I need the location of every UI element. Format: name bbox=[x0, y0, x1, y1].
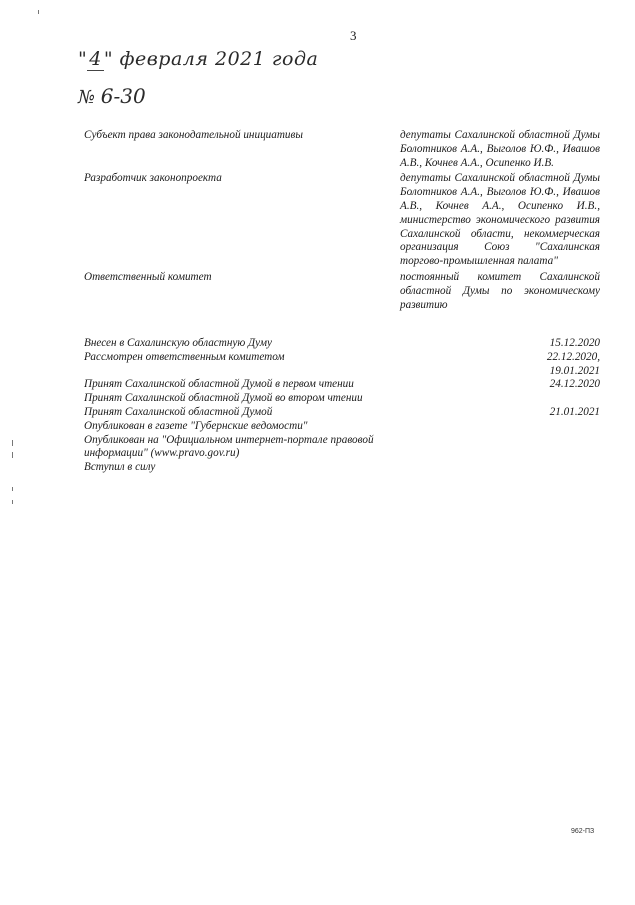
handwritten-date: " 4 " февраля 2021 года bbox=[78, 48, 319, 70]
event-row bbox=[84, 337, 600, 351]
event-label: Вступил в силу bbox=[84, 461, 156, 474]
info-table bbox=[84, 129, 600, 312]
event-date: 22.12.2020, 19.01.2021 bbox=[546, 350, 600, 377]
scan-mark bbox=[38, 10, 39, 14]
info-value: депутаты Сахалинской областной Думы Болотников А.А., Выголов Ю.Ф., Ивашов А.В., Кочнев А.А., Осипенко И.В., министерство экономического развития Сахалинской области, некоммерческая организация Союз "Сахалинская торгово-промышленная палата" bbox=[400, 172, 600, 268]
event-label: Принят Сахалинской областной Думой в первом чтении bbox=[84, 378, 354, 391]
event-date: 24.12.2020 bbox=[549, 378, 600, 391]
event-label: Внесен в Сахалинскую областную Думу bbox=[84, 337, 272, 349]
footer-code: 962-ПЗ bbox=[571, 828, 595, 835]
event-row bbox=[84, 434, 600, 462]
info-value: постоянный комитет Сахалинской областной Думы по экономическому развитию bbox=[400, 270, 600, 311]
event-label: Рассмотрен ответственным комитетом bbox=[84, 350, 285, 363]
number-prefix: № bbox=[78, 87, 96, 108]
page-number: 3 bbox=[350, 28, 357, 43]
event-row bbox=[84, 351, 600, 379]
event-label: Принят Сахалинской областной Думой во втором чтении bbox=[84, 392, 363, 405]
info-label: Разработчик законопроекта bbox=[84, 172, 222, 185]
date-month-year: февраля 2021 года bbox=[119, 48, 319, 70]
events-list bbox=[84, 337, 600, 475]
info-label: Ответственный комитет bbox=[84, 270, 212, 283]
event-row bbox=[84, 392, 600, 406]
event-date: 15.12.2020 bbox=[549, 337, 600, 349]
scan-mark bbox=[12, 452, 13, 458]
event-row bbox=[84, 378, 600, 392]
date-day: 4 bbox=[89, 48, 102, 70]
document-number: 6-30 bbox=[100, 84, 146, 108]
event-date: 21.01.2021 bbox=[549, 405, 600, 418]
event-label: Опубликован на "Официальном интернет-портале правовой информации" (www.pravo.gov.ru) bbox=[84, 433, 374, 460]
event-label: Принят Сахалинской областной Думой bbox=[84, 405, 273, 418]
info-row-committee bbox=[84, 271, 600, 312]
scan-mark bbox=[12, 487, 13, 491]
event-label: Опубликован в газете "Губернские ведомости" bbox=[84, 419, 308, 432]
event-date bbox=[450, 392, 600, 406]
info-row-developer bbox=[84, 172, 600, 269]
info-value: депутаты Сахалинской областной Думы Болотников А.А., Выголов Ю.Ф., Ивашов А.В., Кочнев А.А., Осипенко И.В. bbox=[400, 129, 600, 169]
event-date bbox=[450, 461, 600, 475]
event-date bbox=[450, 420, 600, 434]
info-row-subject bbox=[84, 129, 600, 170]
event-date bbox=[450, 434, 600, 462]
event-row bbox=[84, 420, 600, 434]
event-row bbox=[84, 406, 600, 420]
info-label: Субъект права законодательной инициативы bbox=[84, 129, 303, 141]
handwritten-number bbox=[78, 84, 146, 108]
event-row bbox=[84, 461, 600, 475]
scan-mark bbox=[12, 500, 13, 504]
scan-mark bbox=[12, 440, 13, 446]
